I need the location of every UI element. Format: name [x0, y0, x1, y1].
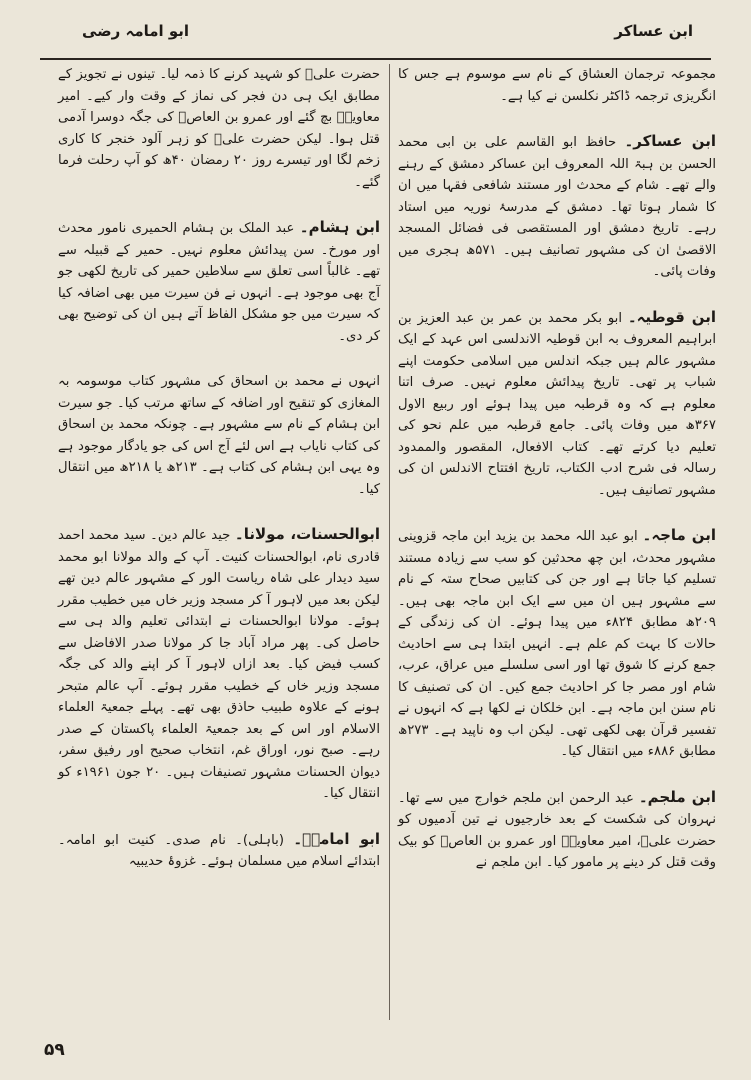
entry-ibn-hisham-continued [58, 371, 380, 500]
entry-heading: ابن ہشام۔ [299, 218, 380, 236]
entry-text: حافظ ابو القاسم علی بن ابی محمد الحسن بن ہبۃ اللہ المعروف ابن عساکر دمشق کے رہنے والے تھے۔ شام کے محدث اور مستند شافعی فقہا میں ان کا شمار ہوتا تھا۔ دمشق کے مدرسۂ نوریہ میں استاد رہے۔ تاریخ دمشق اور المستقصی فی فضائل المسجد الاقصیٰ ان کی مشہور تصانیف ہیں۔ ۵۷۱ھ ہجری میں وفات پائی۔ [398, 135, 717, 279]
entry-text: مجموعہ ترجمان العشاق کے نام سے موسوم ہے جس کا انگریزی ترجمہ ڈاکٹر نکلسن نے کیا ہے۔ [398, 67, 716, 104]
entry-heading: ابوالحسنات، مولانا۔ [234, 525, 380, 543]
entry-heading: ابن عساکر۔ [624, 132, 716, 150]
entry-text: (باہلی)۔ نام صدی۔ کنیت ابو امامہ۔ ابتدائے اسلام میں مسلمان ہوئے۔ غزوۂ حدیبیہ [58, 832, 380, 869]
entry-text: ابو عبد اللہ محمد بن یزید ابن ماجہ قزوینی مشہور محدث، ابن چھ محدثین کو سب سے زیادہ مستند تسلیم کیا جاتا ہے اور جن کی کتابیں صحاح ستہ کے نام سے مشہور ہیں ان میں سے ایک ابن ماجہ بھی ہیں۔ ۲۰۹ھ مطابق ۸۲۴ء میں پیدا ہوئے۔ ان کی زندگی کے حالات کا بہت کم علم ہے۔ انہیں ابتدا ہی سے احادیث جمع کرنے کا شوق تھا اور اسی سلسلے میں عراق، عرب، شام اور مصر جا کر احادیث جمع کیں۔ ان کی تصنیف کا نام سنن ابن ماجہ ہے۔ ابن خلکان نے لکھا ہے کہ انہوں نے تفسیر قرآن بھی لکھی تھی۔ لیکن اب وہ ناپید ہے۔ ۲۷۳ھ مطابق ۸۸۶ء میں انتقال کیا۔ [398, 529, 716, 759]
entry-continuation [398, 64, 716, 107]
entry-text: ابو بکر محمد بن عمر بن عبد العزیز بن ابراہیم المعروف بہ ابن قوطیہ الاندلسی اس عہد کے ایک مشہور عالم ہیں جبکہ اندلس میں اسلامی حکومت اپنے شباب پر تھی۔ تاریخ پیدائش معلوم نہیں۔ صرف اتنا معلوم ہے کہ وہ قرطبہ میں پیدا ہوئے اور ربیع الاول ۳۶۷ھ میں وفات پائی۔ جامع قرطبہ میں علم نحو کی تعلیم دیا کرتے تھے۔ کتاب الافعال، المقصور والممدود رسالہ فی شرح ادب الکتاب، تاریخ افتتاح الاندلس ان کی مشہور تصانیف ہیں۔ [398, 310, 716, 498]
left-column [58, 64, 380, 1020]
entry-ibn-muljam [398, 787, 716, 874]
entry-heading: ابن ملجم۔ [638, 787, 716, 806]
running-header-right: ابن عساکر [614, 22, 693, 40]
entry-ibn-majah [398, 525, 716, 763]
entry-ibn-qutiyya [398, 307, 716, 502]
entry-ibn-hisham [58, 217, 380, 347]
header-rule [40, 58, 711, 60]
right-column [398, 64, 716, 1020]
entry-heading: ابن قوطیہ۔ [627, 307, 716, 326]
page-number: ۵۹ [44, 1040, 65, 1060]
entry-heading: ابن ماجہ۔ [642, 526, 716, 544]
column-divider [389, 64, 390, 1020]
entry-text: جید عالم دین۔ سید محمد احمد قادری نام، ابوالحسنات کنیت۔ آپ کے والد مولانا ابو محمد سید دیدار علی شاہ ریاست الور کے مشہور عالم دین تھے لیکن بعد میں لاہور آ کر مسجد وزیر خاں میں خطیب مقرر ہوئے۔ مولانا ابوالحسنات نے ابتدائی تعلیم والد ہی سے حاصل کی۔ پھر مراد آباد جا کر مولانا صدر الافاضل سے کسب فیض کیا۔ بعد ازاں لاہور آ کر اپنے والد کی جگہ مسجد وزیر خاں کے خطیب مقرر ہوئے۔ آپ عالم متبحر ہونے کے علاوہ طبیب حاذق بھی تھے۔ پہلے جمعیۃ العلماء الاسلام اور اس کے بعد جمعیۃ العلماء پاکستان کے صدر رہے۔ صبح نور، اوراق غم، انتخاب صحیح اور رفیق سفر، دیوان الحسنات مشہور تصنیفات ہیں۔ ۲۰ جون ۱۹۶۱ء کو انتقال کیا۔ [58, 528, 380, 801]
entry-abul-hasanat [58, 524, 380, 805]
entry-text: عبد الرحمن ابن ملجم خوارج میں سے تھا۔ نہروان کی شکست کے بعد خارجیوں نے تین آدمیوں کو حضرت علیؓ، امیر معاویہؓ اور عمرو بن العاصؓ کو بیک وقت قتل کر دینے پر مامور کیا۔ ابن ملجم نے [398, 790, 716, 870]
entry-ibn-asakir [398, 131, 716, 283]
entry-continuation [58, 64, 380, 193]
running-header-left: ابو امامہ رضی [82, 22, 190, 40]
entry-text: حضرت علیؓ کو شہید کرنے کا ذمہ لیا۔ تینوں نے تجویز کے مطابق ایک ہی دن فجر کی نماز کے وقت وار کیے۔ امیر معاویہؓ بچ گئے اور عمرو بن العاصؓ کی جگہ دوسرا آدمی قتل ہوا۔ لیکن حضرت علیؓ کو زہر آلود خنجر کا کاری زخم لگا اور تیسرے روز ۲۰ رمضان ۴۰ھ کو آپ رحلت فرما گئے۔ [58, 67, 380, 190]
entry-text: انہوں نے محمد بن اسحاق کی مشہور کتاب موسومہ بہ المغازی کو تنقیح اور اضافہ کے ساتھ مرتب کیا۔ جو سیرت ابن ہشام کے نام سے مشہور ہے۔ چونکہ محمد بن اسحاق کی کتاب نایاب ہے اس لئے آج اس کی جو یادگار موجود ہے وہ یہی ابن ہشام کی کتاب ہے۔ ۲۱۳ھ یا ۲۱۸ھ میں انتقال کیا۔ [58, 374, 380, 497]
entry-text: عبد الملک بن ہشام الحمیری نامور محدث اور مورخ۔ سن پیدائش معلوم نہیں۔ حمیر کے قبیلہ سے تھے۔ غالباً اسی تعلق سے سلاطین حمیر کی تاریخ لکھی جو آج بھی موجود ہے۔ انہوں نے فن سیرت میں بھی اضافہ کیا کہ سیرت میں جو مشکل الفاظ آتے ہیں ان کی توضیح بھی کر دی۔ [58, 221, 380, 344]
entry-heading: ابو امامہؓ۔ [293, 829, 380, 848]
entry-abu-umama [58, 829, 380, 873]
